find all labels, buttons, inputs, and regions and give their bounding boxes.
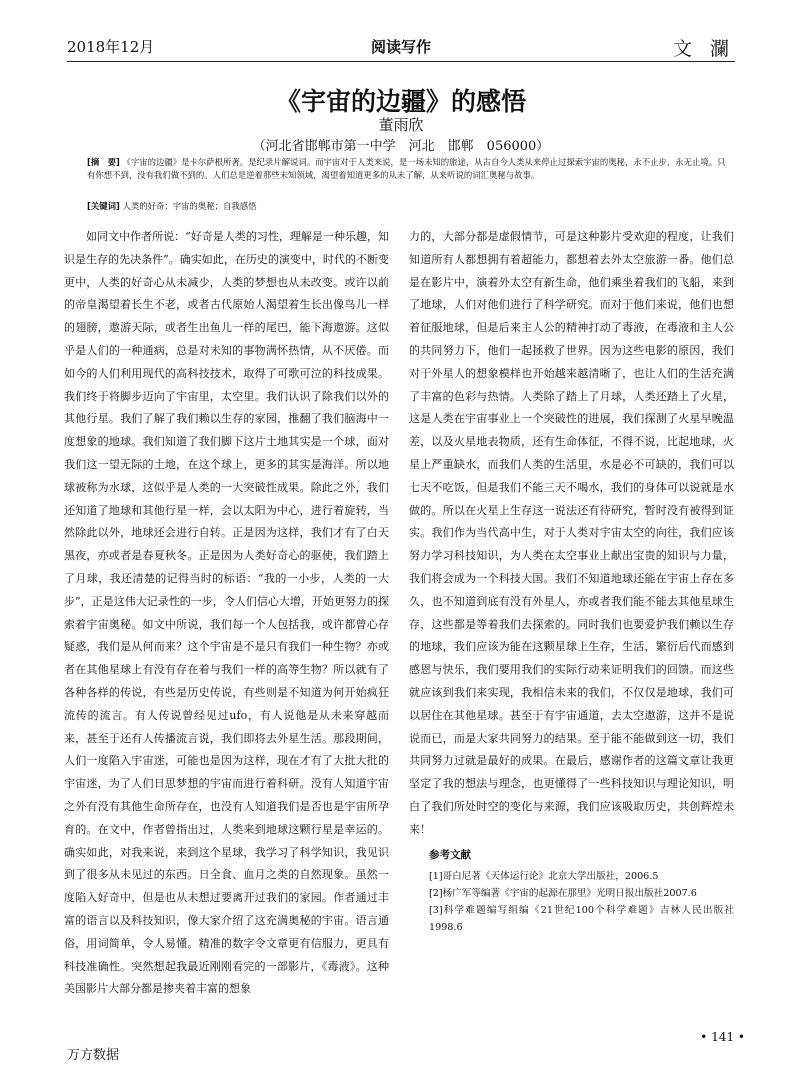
abstract-text: 《宇宙的边疆》是卡尔萨根所著。是纪录片解说词。而宇宙对于人类来说，是一场未知的旅途，从古自今人类从来停止过探索宇宙的奥秘，永不止步，永无止境。只有你想不到，没有我们做不到的。人们总是逆着那些未知领域，渴望着知道更多的从未了解，从来听说的词汇奥秘与故事。 [87, 157, 726, 180]
reference-item: [1]哥白尼著《天体运行论》北京大学出版社，2006.5 [429, 871, 659, 883]
reference-list [409, 868, 734, 936]
header-rule [67, 61, 735, 62]
references-title: 参考文献 [429, 848, 471, 861]
abstract-label: [摘 要] [87, 157, 120, 167]
body-column-right [409, 226, 734, 936]
keywords [87, 200, 727, 213]
reference-item: [2]杨广军等编著《宇宙的起源在那里》光明日报出版社2007.6 [429, 888, 697, 900]
author-affiliation: （河北省邯郸市第一中学 河北 邯郸 056000） [252, 139, 550, 154]
journal-name: 阅读写作 [370, 38, 431, 56]
keywords-text: 人类的好奇；宇宙的奥秘；自我感悟 [122, 201, 257, 211]
keywords-label: [关键词] [87, 201, 120, 211]
body-paragraph-1: 如同文中作者所说：“好奇是人类的习性，理解是一种乐趣，知识是生存的先决条件”。确实如此，在历史的演变中，时代的不断变更中，人类的好奇心从未减少，人类的梦想也从未改变。或许以前的帝皇渴望着长生不老，或者古代原始人渴望着生长出像鸟儿一样的翅膀，遨游天际，或者生出鱼儿一样的尾巴，能下海遨游。这似乎是人们的一种通病，总是对未知的事物满怀热情，从不厌倦。而如今的人们利用现代的高科技技术，取得了可歌可泣的科技成果。我们终于将脚步迈向了宇宙里，太空里。我们认识了除我们以外的其他行星。我们了解了我们赖以生存的家园，推翻了我们脑海中一度想象的地球。我们知道了我们脚下这片土地其实是一个球，面对我们这一望无际的土地，在这个球上，更多的其实是海洋。所以地球被称为水球，这似乎是人类的一大突破性成果。除此之外，我们还知道了地球和其他行星一样，会以太阳为中心，进行着旋转，当然除此以外，地球还会进行自转。正是因为这样，我们才有了白天黑夜，亦或者是春夏秋冬。正是因为人类好奇心的驱使，我们踏上了月球，我还清楚的记得当时的标语：“我的一小步，人类的一大步”，正是这伟大记录性的一步，令人们信心大增，开始更努力的探索着宇宙奥秘。如文中所说，我们每一个人包括我，或许都曾心存疑惑，我们是从何而来？这个宇宙是不是只有我们一种生物？亦或者在其他星球上有没有存在着与我们一样的高等生物？所以就有了各种各样的传说，有些是历史传说，有些则是不知道为何开始疯狂流传的流言。有人传说曾经见过ufo，有人说他是从未来穿越而来，甚至于还有人传播流言说，我们即将去外星生活。那段期间，人们一度陷入宇宙迷，可能也是因为这样，现在才有了大批大批的宇宙迷，为了人们日思梦想的宇宙而进行着科研。没有人知道宇宙之外有没有其他生命所存在，也没有人知道我们是否也是宇宙所孕育的。在文中，作者曾指出过，人类来到地球这颗行星是幸运的。确实如此，对我来说，来到这个星球，我学习了科学知识，我见识到了很多从未见过的东西。日全食、血月之类的自然现象。虽然一度陷入好奇中，但是也从未想过要离开过我们的家园。作者通过丰富的语言以及科技知识，像大家介绍了这充满奥秘的宇宙。语言通俗，用词简单，令人易懂。精准的数字令文章更有信服力，更具有科技准确性。突然想起我最近刚刚看完的一部影片，《毒液》。这种美国影片大部分都是掺夹着丰富的想象 [64, 230, 389, 996]
column-name: 文 瀾 [672, 38, 735, 60]
article-title: 《宇宙的边疆》的感悟 [275, 87, 526, 116]
issue-date: 2018年12月 [67, 38, 155, 56]
reference-item: [3]科学难题编写组编《21世纪100个科学难题》吉林人民出版社1998.6 [429, 905, 734, 934]
running-header [67, 36, 735, 60]
body-column-left [64, 226, 389, 1001]
footer-watermark: 万方数据 [67, 1048, 120, 1063]
page-number: • 141 • [700, 1030, 745, 1044]
abstract [87, 156, 727, 182]
article-author: 董雨欣 [378, 116, 424, 134]
body-paragraph-2: 力的，大部分都是虚假情节，可是这种影片受欢迎的程度，让我们知道所有人都想拥有着超能力，都想着去外太空旅游一番。他们总是在影片中，演着外太空有新生命，他们乘坐着我们的飞船，来到了地球，人们对他们进行了科学研究。而对于他们来说，他们也想着征服地球，但是后来主人公的精神打动了毒液，在毒液和主人公的共同努力下，他们一起拯救了世界。因为这些电影的原因，我们对于外星人的想象模样也开始越来越清晰了，也让人们的生活充满了丰富的色彩与热情。人类除了踏上了月球，人类还踏上了火星，这是人类在宇宙事业上一个突破性的进展，我们探测了火星早晚温差，以及火星地表物质，还有生命体征，不得不说，比起地球，火星上严重缺水，而我们人类的生活里，水是必不可缺的，我们可以七天不吃饭，但是我们不能三天不喝水，我们的身体可以说就是水做的。所以在火星上生存这一说法还有待研究，暂时没有被得到证实。我们作为当代高中生，对于人类对宇宙太空的向往，我们应该努力学习科技知识，为人类在太空事业上献出宝贵的知识与力量，我们将会成为一个科技大国。我们不知道地球还能在宇宙上存在多久，也不知道到底有没有外星人，亦或者我们能不能去其他星球生存，这些都是等着我们去探索的。同时我们也要爱护我们赖以生存的地球，我们应该为能在这颗星球上生存，生活，繁衍后代而感到感恩与快乐，我们要用我们的实际行动来证明我们的回馈。而这些就应该到我们来实现，我相信未来的我们，不仅仅是地球，我们可以居住在其他星球。甚至于有宇宙通道，去太空遨游，这并不是说说而已，而是大家共同努力的结果。至于能不能做到这一切，我们共同努力过就是最好的成果。在最后，感谢作者的这篇文章让我更坚定了我的想法与理念，也更懂得了一些科技知识与理论知识，明白了我们所处时空的变化与来源，我们应该吸取历史，共创辉煌未来！ [409, 230, 734, 836]
